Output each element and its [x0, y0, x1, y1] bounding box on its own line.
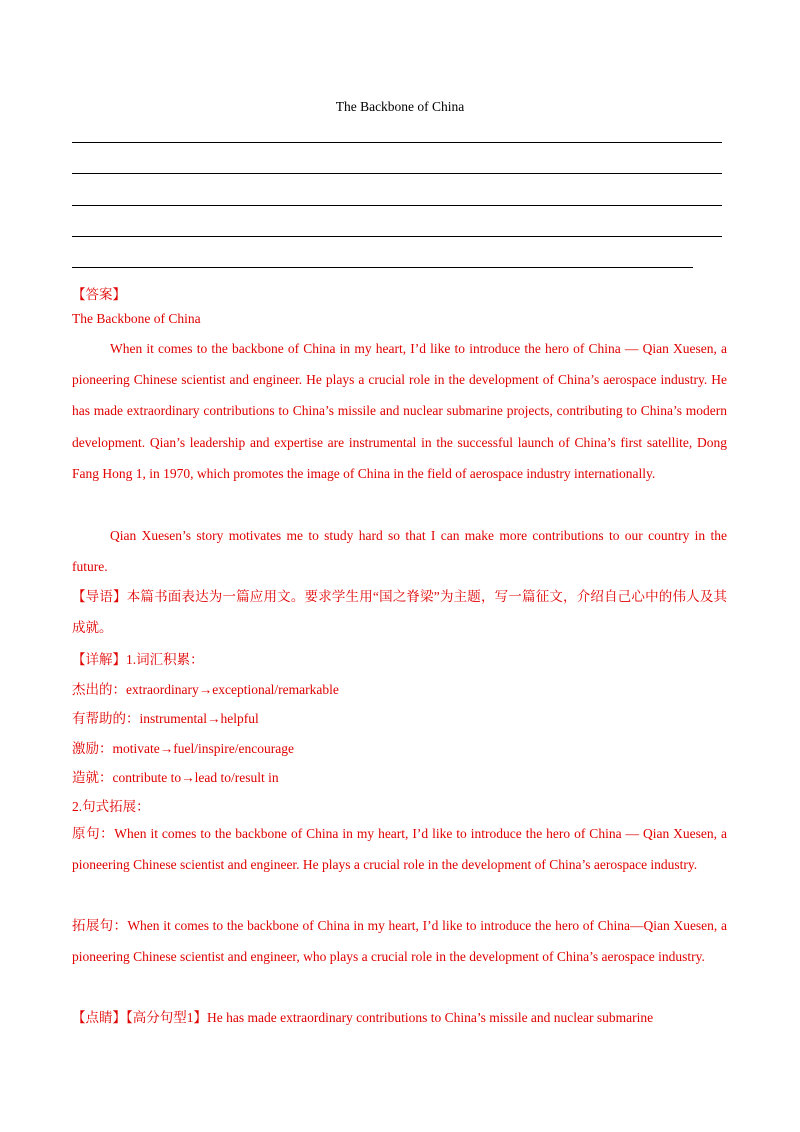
vocab-item: 有帮助的：instrumental→helpful [72, 711, 259, 726]
highlight-note: 【点睛】【高分句型1】He has made extraordinary contributions to China’s missile and nuclear submarine [72, 1010, 654, 1025]
sentence-heading: 2.句式拓展： [72, 799, 150, 814]
writing-line [72, 267, 693, 268]
guide-note: 【导语】本篇书面表达为一篇应用文。要求学生用“国之脊梁”为主题，写一篇征文，介绍自己心中的伟人及其成就。 [72, 589, 727, 636]
detail-heading: 【详解】1.词汇积累： [72, 652, 204, 667]
writing-line [72, 142, 722, 143]
writing-line [72, 173, 722, 174]
writing-line [72, 236, 722, 237]
page-title: The Backbone of China [335, 99, 465, 114]
original-sentence: 原句：When it comes to the backbone of China in my heart, I’d like to introduce the hero of China — Qian Xuesen, a pioneering Chinese scientist and engineer. He plays a crucial role in the development of China’s aerospace industry. [72, 826, 727, 873]
vocab-item: 造就：contribute to→lead to/result in [72, 770, 279, 785]
essay-paragraph-2: Qian Xuesen’s story motivates me to study hard so that I can make more contributions to our country in the future. [72, 528, 727, 575]
answer-label: 【答案】 [72, 287, 126, 302]
essay-paragraph-1: When it comes to the backbone of China in my heart, I’d like to introduce the hero of China — Qian Xuesen, a pioneering Chinese scientist and engineer. He plays a crucial role in the development of China’s aerospace industry. He has made extraordinary contributions to China’s missile and nuclear submarine projects, contributing to China’s modern development. Qian’s leadership and expertise are instrumental in the successful launch of China’s first satellite, Dong Fang Hong 1, in 1970, which promotes the image of China in the field of aerospace industry internationally. [72, 341, 727, 481]
vocab-item: 杰出的：extraordinary→exceptional/remarkable [72, 682, 339, 697]
expanded-sentence: 拓展句：When it comes to the backbone of China in my heart, I’d like to introduce the hero of China—Qian Xuesen, a pioneering Chinese scientist and engineer, who plays a crucial role in the development of China’s aerospace industry. [72, 918, 727, 965]
answer-title: The Backbone of China [72, 311, 201, 326]
vocab-item: 激励：motivate→fuel/inspire/encourage [72, 741, 294, 756]
writing-line [72, 205, 722, 206]
